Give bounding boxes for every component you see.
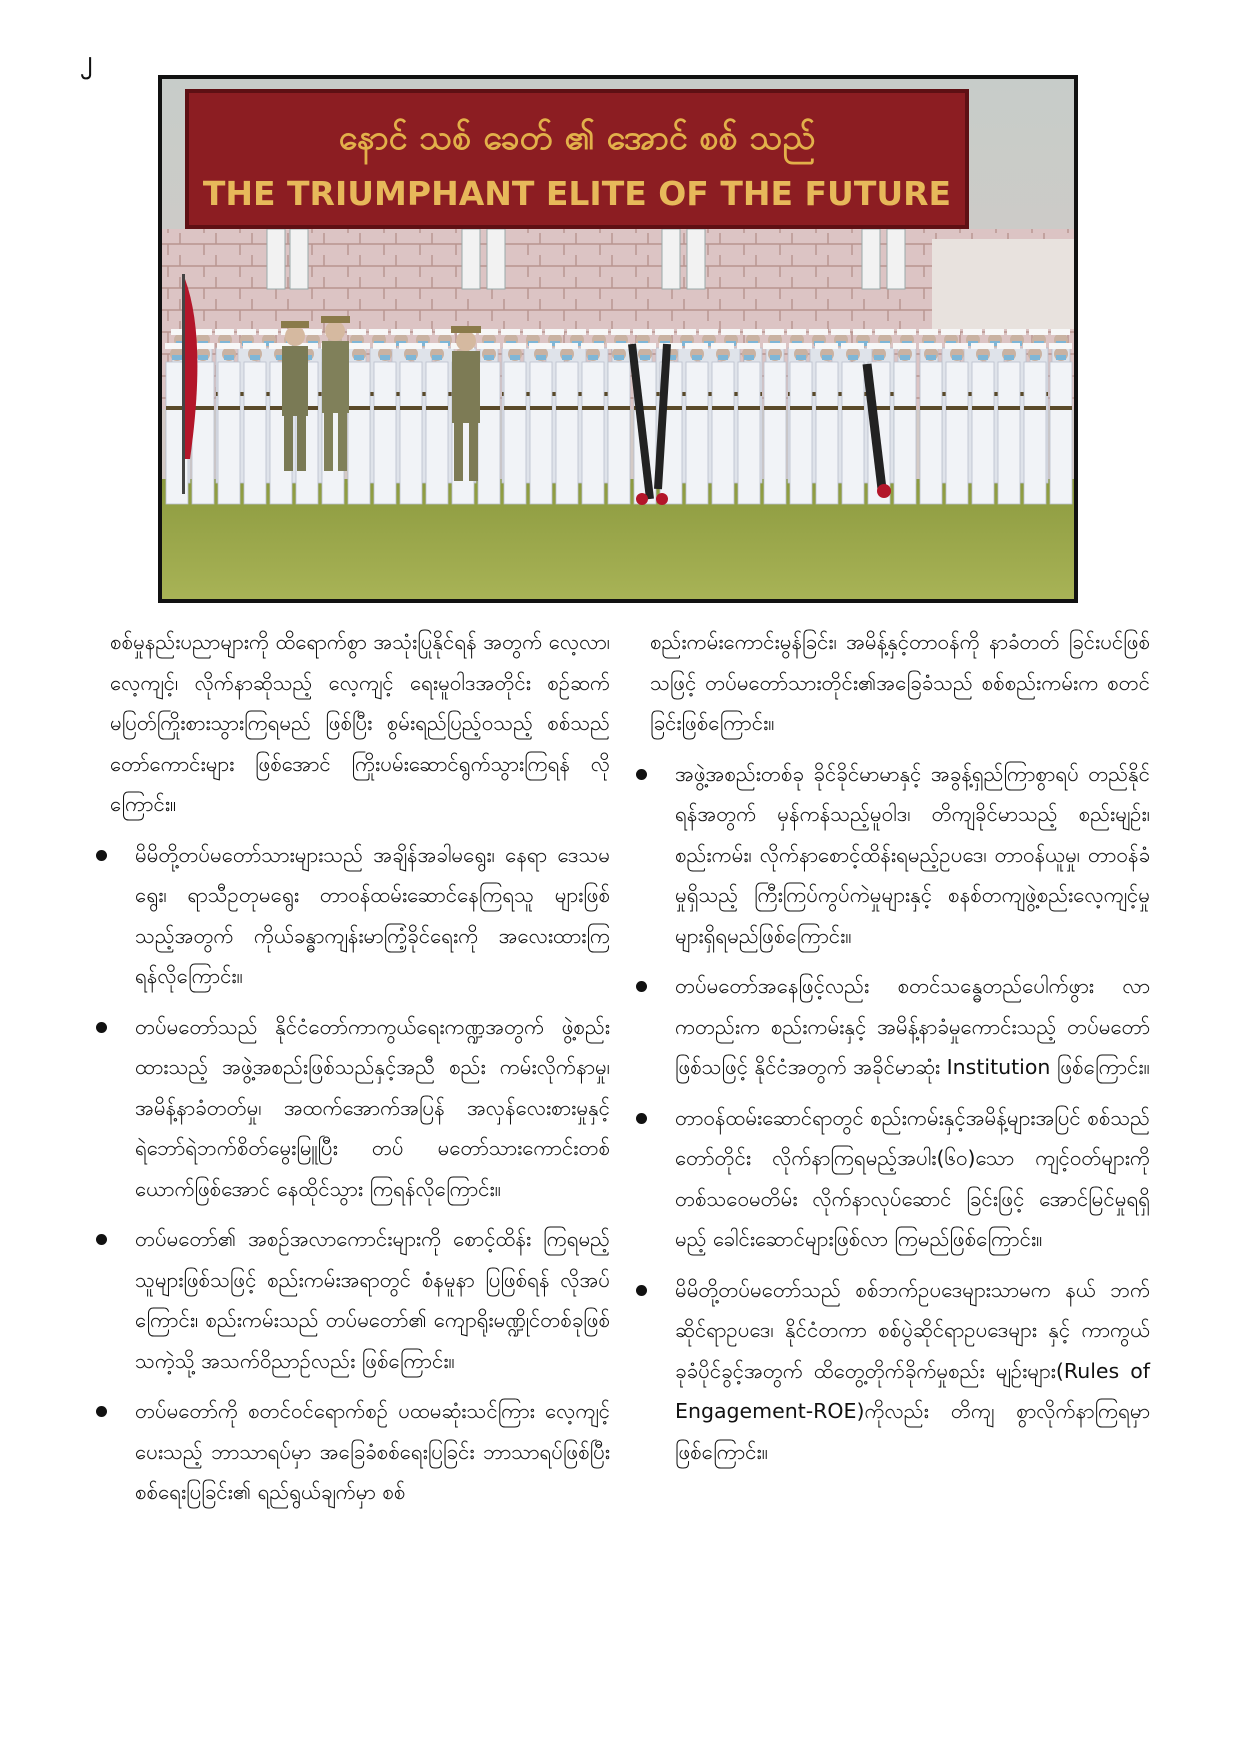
cadet-figure [971, 343, 994, 504]
right-bullet-3: တာဝန်ထမ်းဆောင်ရာတွင် စည်းကမ်းနှင့်အမိန့်များအပြင် စစ်သည်တော်တိုင်း လိုက်နာကြရမည့်အပါး(၆၀)သော ကျင့်ဝတ်များကို တစ်သဝေမတိမ်း လိုက်နာလုပ်ဆောင် ခြင်းဖြင့် အောင်မြင်မှုရရှိမည့် ခေါင်းဆောင်များဖြစ်လာ ကြမည်ဖြစ်ကြောင်း။ [650, 1098, 1150, 1260]
cadet-figure [477, 343, 500, 504]
cadet-figure [607, 343, 630, 504]
cadet-figure [217, 343, 240, 504]
right-bullet-2: တပ်မတော်အနေဖြင့်လည်း စတင်သန္ဓေတည်ပေါက်ဖွား လာကတည်းက စည်းကမ်းနှင့် အမိန့်နာခံမှုကောင်းသည့် တပ်မတော်ဖြစ်သဖြင့် နိုင်ငံအတွက် အခိုင်မာဆုံး Institution ဖြစ်ကြောင်း။ [650, 966, 1150, 1088]
cadet-figure [503, 343, 526, 504]
cadet-figure [997, 343, 1020, 504]
left-column [110, 622, 610, 1513]
cadet-figure [789, 343, 812, 504]
cadet-figure [685, 343, 708, 504]
cadet-figure [243, 343, 266, 504]
left-lead-paragraph: စစ်မှုနည်းပညာများကို ထိရောက်စွာ အသုံးပြုနိုင်ရန် အတွက် လေ့လာ၊ လေ့ကျင့်၊ လိုက်နာဆိုသည့် လေ့ကျင့် ရေးမူဝါဒအတိုင်း စဉ်ဆက်မပြတ်ကြိုးစားသွားကြရမည် ဖြစ်ပြီး စွမ်းရည်ပြည့်ဝသည့် စစ်သည်တော်ကောင်းများ ဖြစ်အောင် ကြိုးပမ်းဆောင်ရွက်သွားကြရန် လိုကြောင်း။ [110, 630, 610, 816]
cadet-figure [841, 343, 864, 504]
cadet-figure [919, 343, 942, 504]
cadet-figure [893, 343, 916, 504]
left-bullet-4: တပ်မတော်ကို စတင်ဝင်ရောက်စဉ် ပထမဆုံးသင်ကြား လေ့ကျင့်ပေးသည့် ဘာသာရပ်မှာ အခြေခံစစ်ရေးပြခြင်း ဘာသာရပ်ဖြစ်ပြီး စစ်ရေးပြခြင်း၏ ရည်ရွယ်ချက်မှာ စစ် [110, 1391, 610, 1513]
left-bullet-3: တပ်မတော်၏ အစဉ်အလာကောင်းများကို စောင့်ထိန်း ကြရမည့်သူများဖြစ်သဖြင့် စည်းကမ်းအရာတွင် စံနမူနာ ပြဖြစ်ရန် လိုအပ်ကြောင်း၊ စည်းကမ်းသည် တပ်မတော်၏ ကျောရိုးမဏ္ဍိုင်တစ်ခုဖြစ်သကဲ့သို့ အသက်ဝိညာဉ်လည်း ဖြစ်ကြောင်း။ [110, 1219, 610, 1381]
left-bullet-1: မိမိတို့တပ်မတော်သားများသည် အချိန်အခါမရွေး၊ နေရာ ဒေသမရွေး၊ ရာသီဥတုမရွေး တာဝန်ထမ်းဆောင်နေကြရသူ များဖြစ်သည့်အတွက် ကိုယ်ခန္ဓာကျန်းမာကြံ့ခိုင်ရေးကို အလေးထားကြရန်လိုကြောင်း။ [110, 835, 610, 997]
cadet-figure [763, 343, 786, 504]
cadet-figure [347, 343, 370, 504]
cadet-figure [399, 343, 422, 504]
right-bullet-4: မိမိတို့တပ်မတော်သည် စစ်ဘက်ဥပဒေများသာမက နယ် ဘက်ဆိုင်ရာဥပဒေ၊ နိုင်ငံတကာ စစ်ပွဲဆိုင်ရာဥပဒေများ နှင့် ကာကွယ်ခုခံပိုင်ခွင့်အတွက် ထိတွေ့တိုက်ခိုက်မှုစည်း မျဉ်းများ(Rules of Engagement-ROE)ကိုလည်း တိကျ စွာလိုက်နာကြရမှာဖြစ်ကြောင်း။ [650, 1270, 1150, 1473]
cadet-figure [1023, 343, 1046, 504]
cadet-figure [555, 343, 578, 504]
cadet-figure [737, 343, 760, 504]
cadet-figure [1049, 343, 1072, 504]
right-column [650, 622, 1150, 1472]
cadet-figure [945, 343, 968, 504]
cadet-figure [711, 343, 734, 504]
left-bullet-2: တပ်မတော်သည် နိုင်ငံတော်ကာကွယ်ရေးကဏ္ဍအတွက် ဖွဲ့စည်းထားသည့် အဖွဲ့အစည်းဖြစ်သည်နှင့်အညီ စည်း ကမ်းလိုက်နာမှု၊ အမိန့်နာခံတတ်မှု၊ အထက်အောက်အပြန် အလှန်လေးစားမှုနှင့် ရဲဘော်ရဲဘက်စိတ်မွေးမြူပြီး တပ် မတော်သားကောင်းတစ်ယောက်ဖြစ်အောင် နေထိုင်သွား ကြရန်လိုကြောင်း။ [110, 1007, 610, 1210]
ceremony-photo [158, 75, 1078, 603]
ceremony-photo-illustration [162, 79, 1074, 599]
right-bullet-1: အဖွဲ့အစည်းတစ်ခု ခိုင်ခိုင်မာမာနှင့် အခွန့်ရှည်ကြာစွာရပ် တည်နိုင်ရန်အတွက် မှန်ကန်သည့်မူဝါဒ၊ တိကျခိုင်မာသည့် စည်းမျဉ်း၊ စည်းကမ်း၊ လိုက်နာစောင့်ထိန်းရမည့်ဥပဒေ၊ တာဝန်ယူမှု၊ တာဝန်ခံမှုရှိသည့် ကြီးကြပ်ကွပ်ကဲမှုများနှင့် စနစ်တကျဖွဲ့စည်းလေ့ကျင့်မှုများရှိရမည်ဖြစ်ကြောင်း။ [650, 754, 1150, 957]
cadet-figure [373, 343, 396, 504]
cadet-figure [529, 343, 552, 504]
banner-myanmar-text: နောင် သစ် ခေတ် ၏ အောင် စစ် သည် [338, 118, 816, 158]
banner-english-text: THE TRIUMPHANT ELITE OF THE FUTURE [202, 174, 952, 213]
cadet-figure [581, 343, 604, 504]
cadet-figure [425, 343, 448, 504]
cadet-figure [815, 343, 838, 504]
right-lead-paragraph: စည်းကမ်းကောင်းမွန်ခြင်း၊ အမိန့်နှင့်တာဝန်ကို နာခံတတ် ခြင်းပင်ဖြစ်သဖြင့် တပ်မတော်သားတိုင်း၏အခြေခံသည် စစ်စည်းကမ်းက စတင်ခြင်းဖြစ်ကြောင်း။ [650, 630, 1150, 735]
page-number: ၂ [80, 46, 92, 74]
